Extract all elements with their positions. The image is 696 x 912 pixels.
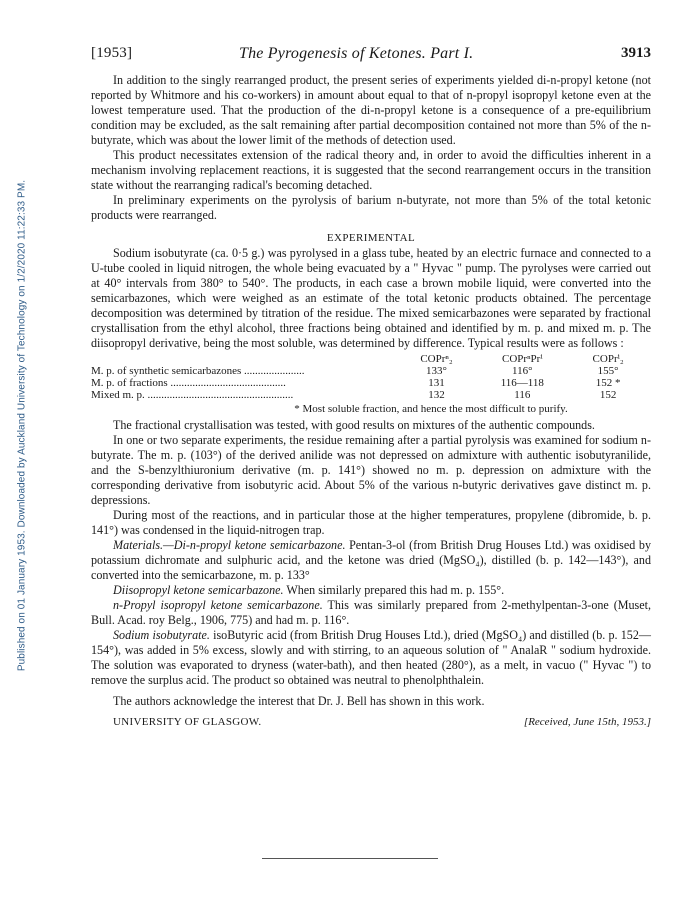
table-header-row [91, 353, 651, 365]
running-title: The Pyrogenesis of Ketones. Part I. [239, 45, 474, 62]
materials-text: Pentan-3-ol (from British Drug Houses Ltd.) was oxidised by potassium dichromate and sulphuric acid, and the ketone was dried (MgSO₄), distilled (b. p. 142—143°), and converted into the semicarbazone, m. p. 133° [91, 538, 651, 582]
article-content [91, 73, 651, 731]
table-column-header: COPrⁿPrⁱ [502, 353, 543, 365]
table-column-header: COPrⁿ₂ [420, 353, 453, 365]
header-year: [1953] [91, 45, 133, 61]
results-table [91, 353, 651, 401]
table-column-header: COPrⁱ₂ [592, 353, 624, 365]
diisopropyl-text: When similarly prepared this had m. p. 155°. [286, 583, 505, 597]
table-footnote: * Most soluble fraction, and hence the most difficult to purify. [294, 403, 568, 415]
intro-paragraph-2: This product necessitates extension of the radical theory and, in order to avoid the difficulties inherent in a mechanism involving replacement reactions, it is suggested that the second rearrangement occurs in the transition state without the rearranging radical's becoming detached. [91, 148, 651, 192]
results-table-wrapper [91, 353, 651, 416]
table-row-label: M. p. of synthetic semicarbazones ...................... [91, 365, 305, 377]
n-propyl-paragraph [91, 598, 651, 628]
post-table-paragraph-2: In one or two separate experiments, the residue remaining after a partial pyrolysis was examined for sodium n-butyrate. The m. p. (103°) of the derived anilide was not depressed on admixture with authentic isobutyranilide, and the S-benzylthiuronium derivative (m. p. 141°) showed no m. p. depression on admixture with the corresponding derivative from isobutyric acid. About 5% of the various n-butyric derivatives gave distinct m. p. depressions. [91, 433, 651, 507]
diisopropyl-paragraph [91, 583, 651, 598]
table-row [91, 365, 651, 377]
post-table-paragraph-1: The fractional crystallisation was tested, with good results on mixtures of the authentic compounds. [113, 418, 595, 432]
table-row-label: Mixed m. p. ..................................................... [91, 389, 294, 401]
intro-paragraph-1: In addition to the singly rearranged product, the present series of experiments yielded di-n-propyl ketone (not reported by Whitmore and his co-workers) in amount about equal to that of n-propyl isopropyl ketone even at the lowest temperature used. That the production of the di-n-propyl ketone is a consequence of a pre-equilibrium condition may be excluded, as the salt remaining after partial decomposition contained not more than 5% of the n-butyrate, which was about the lower limit of the methods of detection used. [91, 73, 651, 147]
table-cell: 152 [599, 389, 617, 401]
received-date: [Received, June 15th, 1953.] [523, 716, 651, 728]
table-row [91, 389, 651, 401]
closing-rule [262, 858, 438, 859]
intro-paragraph-3: In preliminary experiments on the pyrolysis of barium n-butyrate, not more than 5% of the total ketonic products were rearranged. [91, 193, 651, 222]
diisopropyl-title: Diisopropyl ketone semicarbazone. [113, 583, 284, 597]
table-cell: 116 [514, 389, 531, 401]
download-stamp: Published on 01 January 1953. Downloaded by Auckland University of Technology on 1/2/2020 11:22:33 PM. [16, 179, 28, 672]
experimental-heading: EXPERIMENTAL [326, 232, 416, 244]
table-row-label: M. p. of fractions .......................................... [91, 377, 286, 389]
section-gap [91, 223, 651, 231]
sodium-isobutyrate-text: isoButyric acid (from British Drug Houses Ltd.), dried (MgSO₄) and distilled (b. p. 152—154°), was added in 5% excess, slowly and with stirring, to an aqueous solution of " AnalaR " sodium hydroxide. The solution was evaporated to dryness (water-bath), and then heated (280°), as a melt, in vacuo (" Hyvac ") to remove the surplus acid. The product so obtained was neutral to phenolphthalein. [91, 628, 651, 687]
materials-title: Materials.—Di-n-propyl ketone semicarbazone. [113, 538, 346, 552]
affiliation: UNIVERSITY OF GLASGOW. [113, 716, 262, 728]
signoff-line [91, 715, 651, 731]
table-empty-header [91, 353, 394, 365]
table-row [91, 377, 651, 389]
acknowledgement: The authors acknowledge the interest that Dr. J. Bell has shown in this work. [113, 694, 485, 708]
post-table-paragraph-3: During most of the reactions, and in particular those at the higher temperatures, propylene (dibromide, b. p. 141°) was condensed in the liquid-nitrogen trap. [91, 508, 651, 537]
table-cell: 133° [426, 365, 447, 377]
table-cell: 152 * [595, 377, 621, 389]
table-cell: 155° [597, 365, 619, 377]
table-cell: 116—118 [500, 377, 544, 389]
sodium-isobutyrate-title: Sodium isobutyrate. [113, 628, 210, 642]
table-cell: 132 [428, 389, 445, 401]
experimental-paragraph: Sodium isobutyrate (ca. 0·5 g.) was pyrolysed in a glass tube, heated by an electric furnace and connected to a U-tube cooled in liquid nitrogen, the whole being evacuated by a " Hyvac " pump. The pyrolyses were carried out at 40° intervals from 380° to 540°. The products, in each case a brown mobile liquid, were converted into the semicarbazones, which were weighed as an estimate of the total ketonic products obtained. The percentage decomposition was determined by titration of the residue. The mixed semicarbazones were separated by fractional crystallisation from the ethyl alcohol, three fractions being obtained and identified by m. p. and mixed m. p. The diisopropyl derivative, being the most soluble, was determined by difference. Typical results were as follows : [91, 246, 651, 350]
table-cell: 131 [428, 377, 445, 389]
page-header [91, 45, 651, 69]
materials-paragraph [91, 538, 651, 583]
n-propyl-text: This was similarly prepared from 2-methylpentan-3-one (Muset, Bull. Acad. roy Belg., 1906, 775) and had m. p. 116°. [91, 598, 652, 627]
n-propyl-title: n-Propyl isopropyl ketone semicarbazone. [113, 598, 323, 612]
page-number: 3913 [621, 45, 651, 61]
sodium-isobutyrate-paragraph [91, 628, 651, 688]
table-cell: 116° [512, 365, 533, 377]
